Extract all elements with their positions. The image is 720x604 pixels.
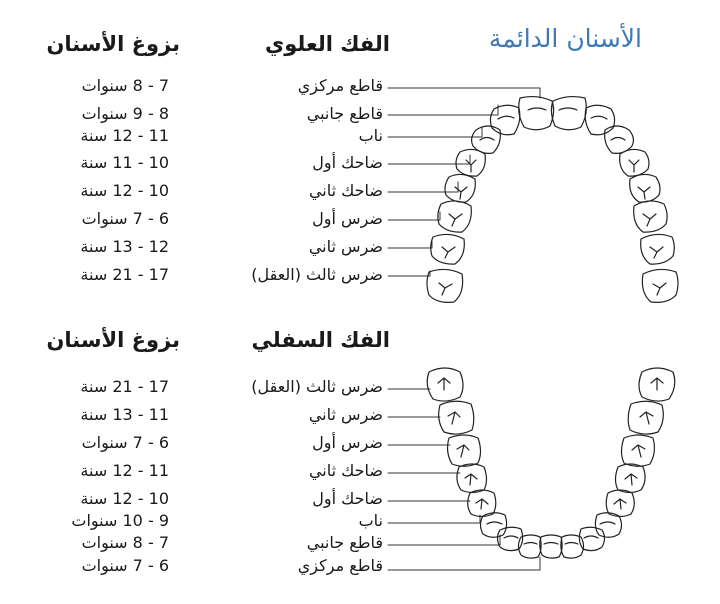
lower-eruption-age: 7 - 8 سنوات bbox=[81, 533, 169, 552]
upper-tooth-label: ضاحك ثاني bbox=[308, 181, 383, 200]
lower-jaw-heading: الفك السفلي bbox=[251, 328, 390, 352]
lower-tooth-label: ضرس أول bbox=[312, 433, 383, 452]
lower-tooth-label: ضرس ثالث (العقل) bbox=[251, 377, 383, 396]
lower-teeth-left bbox=[427, 368, 541, 558]
upper-eruption-age: 12 - 13 سنة bbox=[80, 237, 169, 256]
diagram-title: الأسنان الدائمة bbox=[488, 24, 642, 53]
upper-tooth-label: قاطع مركزي bbox=[297, 76, 383, 95]
upper-tooth-label: ضرس أول bbox=[312, 209, 383, 228]
upper-tooth-label: ضرس ثالث (العقل) bbox=[251, 265, 383, 284]
lower-tooth-label: ضاحك ثاني bbox=[308, 461, 383, 480]
lower-eruption-age: 6 - 7 سنوات bbox=[81, 556, 169, 575]
lower-tooth-label: قاطع مركزي bbox=[297, 556, 383, 575]
upper-teeth-right bbox=[551, 97, 678, 303]
upper-eruption-age: 8 - 9 سنوات bbox=[81, 104, 169, 123]
upper-eruption-age: 17 - 21 سنة bbox=[80, 265, 169, 284]
lower-tooth-label: ضاحك أول bbox=[312, 489, 383, 508]
upper-teeth-left bbox=[427, 97, 554, 303]
upper-eruption-age: 6 - 7 سنوات bbox=[81, 209, 169, 228]
upper-tooth-label: ناب bbox=[358, 126, 383, 145]
upper-eruption-age: 10 - 11 سنة bbox=[80, 153, 169, 172]
upper-eruption-age: 7 - 8 سنوات bbox=[81, 76, 169, 95]
upper-eruption-age: 10 - 12 سنة bbox=[80, 181, 169, 200]
lower-eruption-age: 6 - 7 سنوات bbox=[81, 433, 169, 452]
upper-eruption-age: 11 - 12 سنة bbox=[80, 126, 169, 145]
upper-eruption-heading: بزوغ الأسنان bbox=[46, 32, 180, 56]
upper-tooth-label: ضرس ثاني bbox=[308, 237, 383, 256]
lower-teeth-right bbox=[540, 368, 675, 558]
lower-eruption-age: 17 - 21 سنة bbox=[80, 377, 169, 396]
upper-tooth-label: ضاحك أول bbox=[312, 153, 383, 172]
lower-eruption-age: 10 - 12 سنة bbox=[80, 489, 169, 508]
lower-eruption-age: 11 - 12 سنة bbox=[80, 461, 169, 480]
lower-tooth-label: قاطع جانبي bbox=[306, 533, 383, 552]
lower-tooth-label: ناب bbox=[358, 511, 383, 530]
lower-leader-lines bbox=[388, 389, 540, 570]
lower-eruption-age: 11 - 13 سنة bbox=[80, 405, 169, 424]
lower-eruption-heading: بزوغ الأسنان bbox=[46, 328, 180, 352]
upper-tooth-label: قاطع جانبي bbox=[306, 104, 383, 123]
lower-tooth-label: ضرس ثاني bbox=[308, 405, 383, 424]
upper-jaw-heading: الفك العلوي bbox=[265, 32, 390, 56]
lower-eruption-age: 9 - 10 سنوات bbox=[71, 511, 169, 530]
